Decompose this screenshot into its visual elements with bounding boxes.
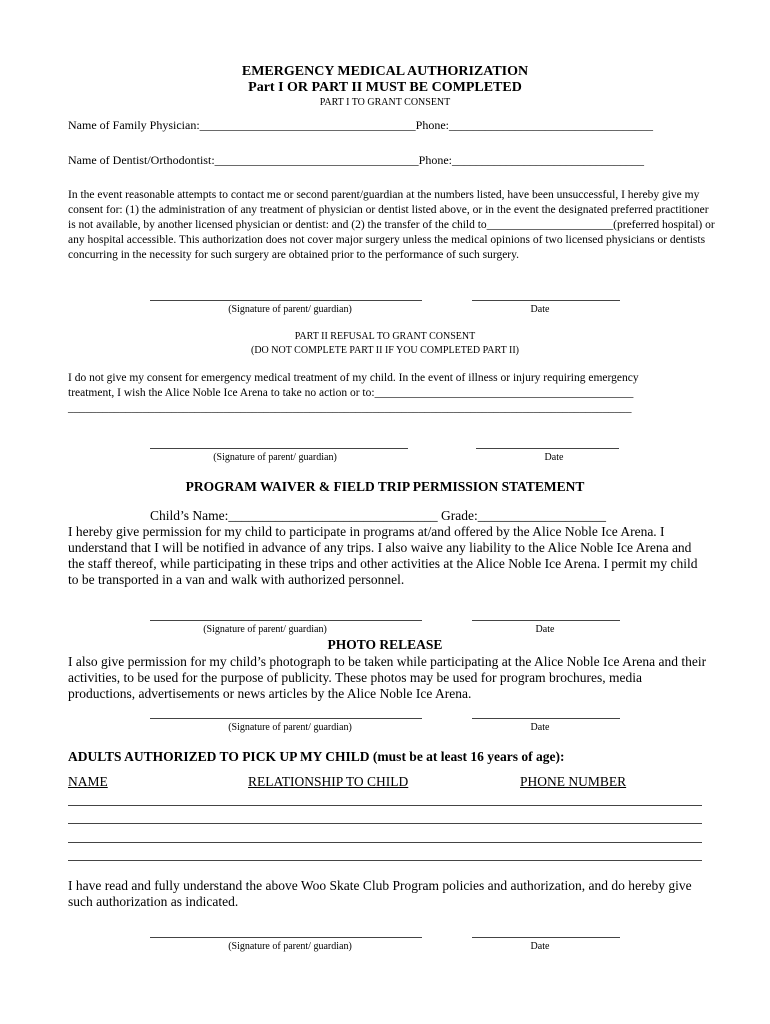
pickup-col-relationship: RELATIONSHIP TO CHILD (248, 774, 409, 789)
part2-heading: PART II REFUSAL TO GRANT CONSENT (294, 331, 476, 342)
pickup-col-name: NAME (68, 774, 108, 789)
date-line[interactable] (472, 620, 620, 621)
pickup-col-phone: PHONE NUMBER (520, 774, 627, 789)
part2-paragraph-line3[interactable]: __________________________________________________________________________________________________ (68, 402, 632, 414)
signature-line[interactable] (150, 937, 422, 938)
signature-caption: (Signature of parent/ guardian) (228, 722, 352, 733)
part2-paragraph-line2[interactable]: treatment, I wish the Alice Noble Ice Arena to take no action or to:_____________________________________________ (68, 387, 634, 399)
waiver-paragraph: I hereby give permission for my child to participate in programs at/and offered by the Alice Noble Ice Arena. I understand that I will be notified in advance of any trips. I also waive any liability to the Alice Noble Ice Arena and the staff thereof, while participating in these trips and other activities at the Alice Noble Ice Arena. I permit my child to be transported in a van and walk with authorized personnel. (68, 524, 698, 587)
pickup-entry-line[interactable] (68, 823, 702, 824)
photo-release-heading: PHOTO RELEASE (327, 637, 443, 652)
date-caption: Date (530, 722, 550, 733)
dentist-field[interactable]: Name of Dentist/Orthodontist:__________________________________Phone:________________________________ (68, 153, 644, 167)
photo-release-paragraph: I also give permission for my child’s photograph to be taken while participating at the Alice Noble Ice Arena and their activities, to be used for the purpose of publicity. These photos may be used for program brochures, media productions, advertisements or news articles by the Alice Noble Ice Arena. (68, 654, 707, 701)
form-subtitle: Part I OR PART II MUST BE COMPLETED (248, 80, 522, 95)
pickup-entry-line[interactable] (68, 842, 702, 843)
closing-paragraph: I have read and fully understand the above Woo Skate Club Program policies and authorization, and do hereby give such authorization as indicated. (68, 878, 692, 909)
date-line[interactable] (476, 448, 619, 449)
date-line[interactable] (472, 718, 620, 719)
signature-line[interactable] (150, 448, 408, 449)
date-line[interactable] (472, 937, 620, 938)
waiver-heading: PROGRAM WAIVER & FIELD TRIP PERMISSION STATEMENT (185, 479, 585, 494)
part2-note: (DO NOT COMPLETE PART II IF YOU COMPLETED PART II) (251, 345, 519, 356)
signature-caption: (Signature of parent/ guardian) (228, 941, 352, 952)
part2-paragraph-line1: I do not give my consent for emergency medical treatment of my child. In the event of illness or injury requiring emergency (68, 372, 639, 384)
pickup-heading: ADULTS AUTHORIZED TO PICK UP MY CHILD (must be at least 16 years of age): (68, 749, 565, 764)
pickup-entry-line[interactable] (68, 805, 702, 806)
form-title: EMERGENCY MEDICAL AUTHORIZATION (241, 64, 529, 79)
signature-caption: (Signature of parent/ guardian) (213, 452, 337, 463)
part1-heading: PART I TO GRANT CONSENT (319, 97, 451, 108)
part1-consent-paragraph: In the event reasonable attempts to contact me or second parent/guardian at the numbers listed, have been unsuccessful, I hereby give my consent for: (1) the administration of any treatment of physician or dentist listed above, or in the event the designated preferred practitioner is not available, by another licensed physician or dentist: and (2) the transfer of the child to______________________(preferred hospital) or any hospital accessible. This authorization does not cover major surgery unless the medical opinions of two licensed physicians or dentists concurring in the necessity for such surgery are obtained prior to the performance of such surgery. (68, 189, 715, 261)
child-name-grade-field[interactable]: Child’s Name:_______________________________ Grade:___________________ (150, 508, 606, 523)
signature-caption: (Signature of parent/ guardian) (228, 304, 352, 315)
signature-line[interactable] (150, 620, 422, 621)
signature-line[interactable] (150, 300, 422, 301)
date-caption: Date (530, 941, 550, 952)
signature-line[interactable] (150, 718, 422, 719)
date-caption: Date (544, 452, 564, 463)
date-caption: Date (530, 304, 550, 315)
date-caption: Date (535, 624, 555, 635)
signature-caption: (Signature of parent/ guardian) (203, 624, 327, 635)
pickup-entry-line[interactable] (68, 860, 702, 861)
date-line[interactable] (472, 300, 620, 301)
physician-field[interactable]: Name of Family Physician:____________________________________Phone:__________________________________ (68, 118, 653, 132)
